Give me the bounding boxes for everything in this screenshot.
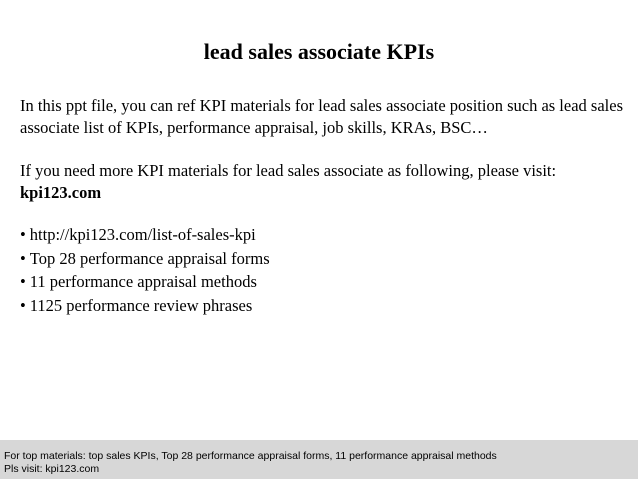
list-item: [20, 270, 620, 294]
footer-bar: [0, 440, 638, 479]
footer-line-materials: For top materials: top sales KPIs, Top 28 performance appraisal forms, 11 performance appraisal methods: [4, 450, 497, 462]
list-item-text: Top 28 performance appraisal forms: [29, 248, 270, 268]
list-item-text: http://kpi123.com/list-of-sales-kpi: [29, 225, 256, 244]
list-item: [20, 294, 620, 318]
intro-paragraph: In this ppt file, you can ref KPI materials for lead sales associate position such as lead sales associate list of KPIs, performance appraisal, job skills, KRAs, BSC…: [20, 96, 623, 137]
footer-line-visit: Pls visit: kpi123.com: [4, 463, 100, 475]
bullet-icon: •: [20, 295, 26, 315]
list-item: [20, 247, 620, 271]
more-info-paragraph: [20, 160, 625, 204]
bullet-icon: •: [20, 272, 26, 291]
list-item-text: 11 performance appraisal methods: [29, 272, 257, 291]
resource-list: [20, 223, 620, 317]
list-item[interactable]: [20, 223, 620, 247]
more-info-site: kpi123.com: [20, 183, 102, 202]
bullet-icon: •: [20, 248, 26, 268]
slide-title: lead sales associate KPIs: [203, 39, 435, 64]
bullet-icon: •: [20, 225, 26, 244]
more-info-text: If you need more KPI materials for lead sales associate as following, please visit:: [20, 161, 557, 180]
list-item-text: 1125 performance review phrases: [29, 295, 253, 315]
